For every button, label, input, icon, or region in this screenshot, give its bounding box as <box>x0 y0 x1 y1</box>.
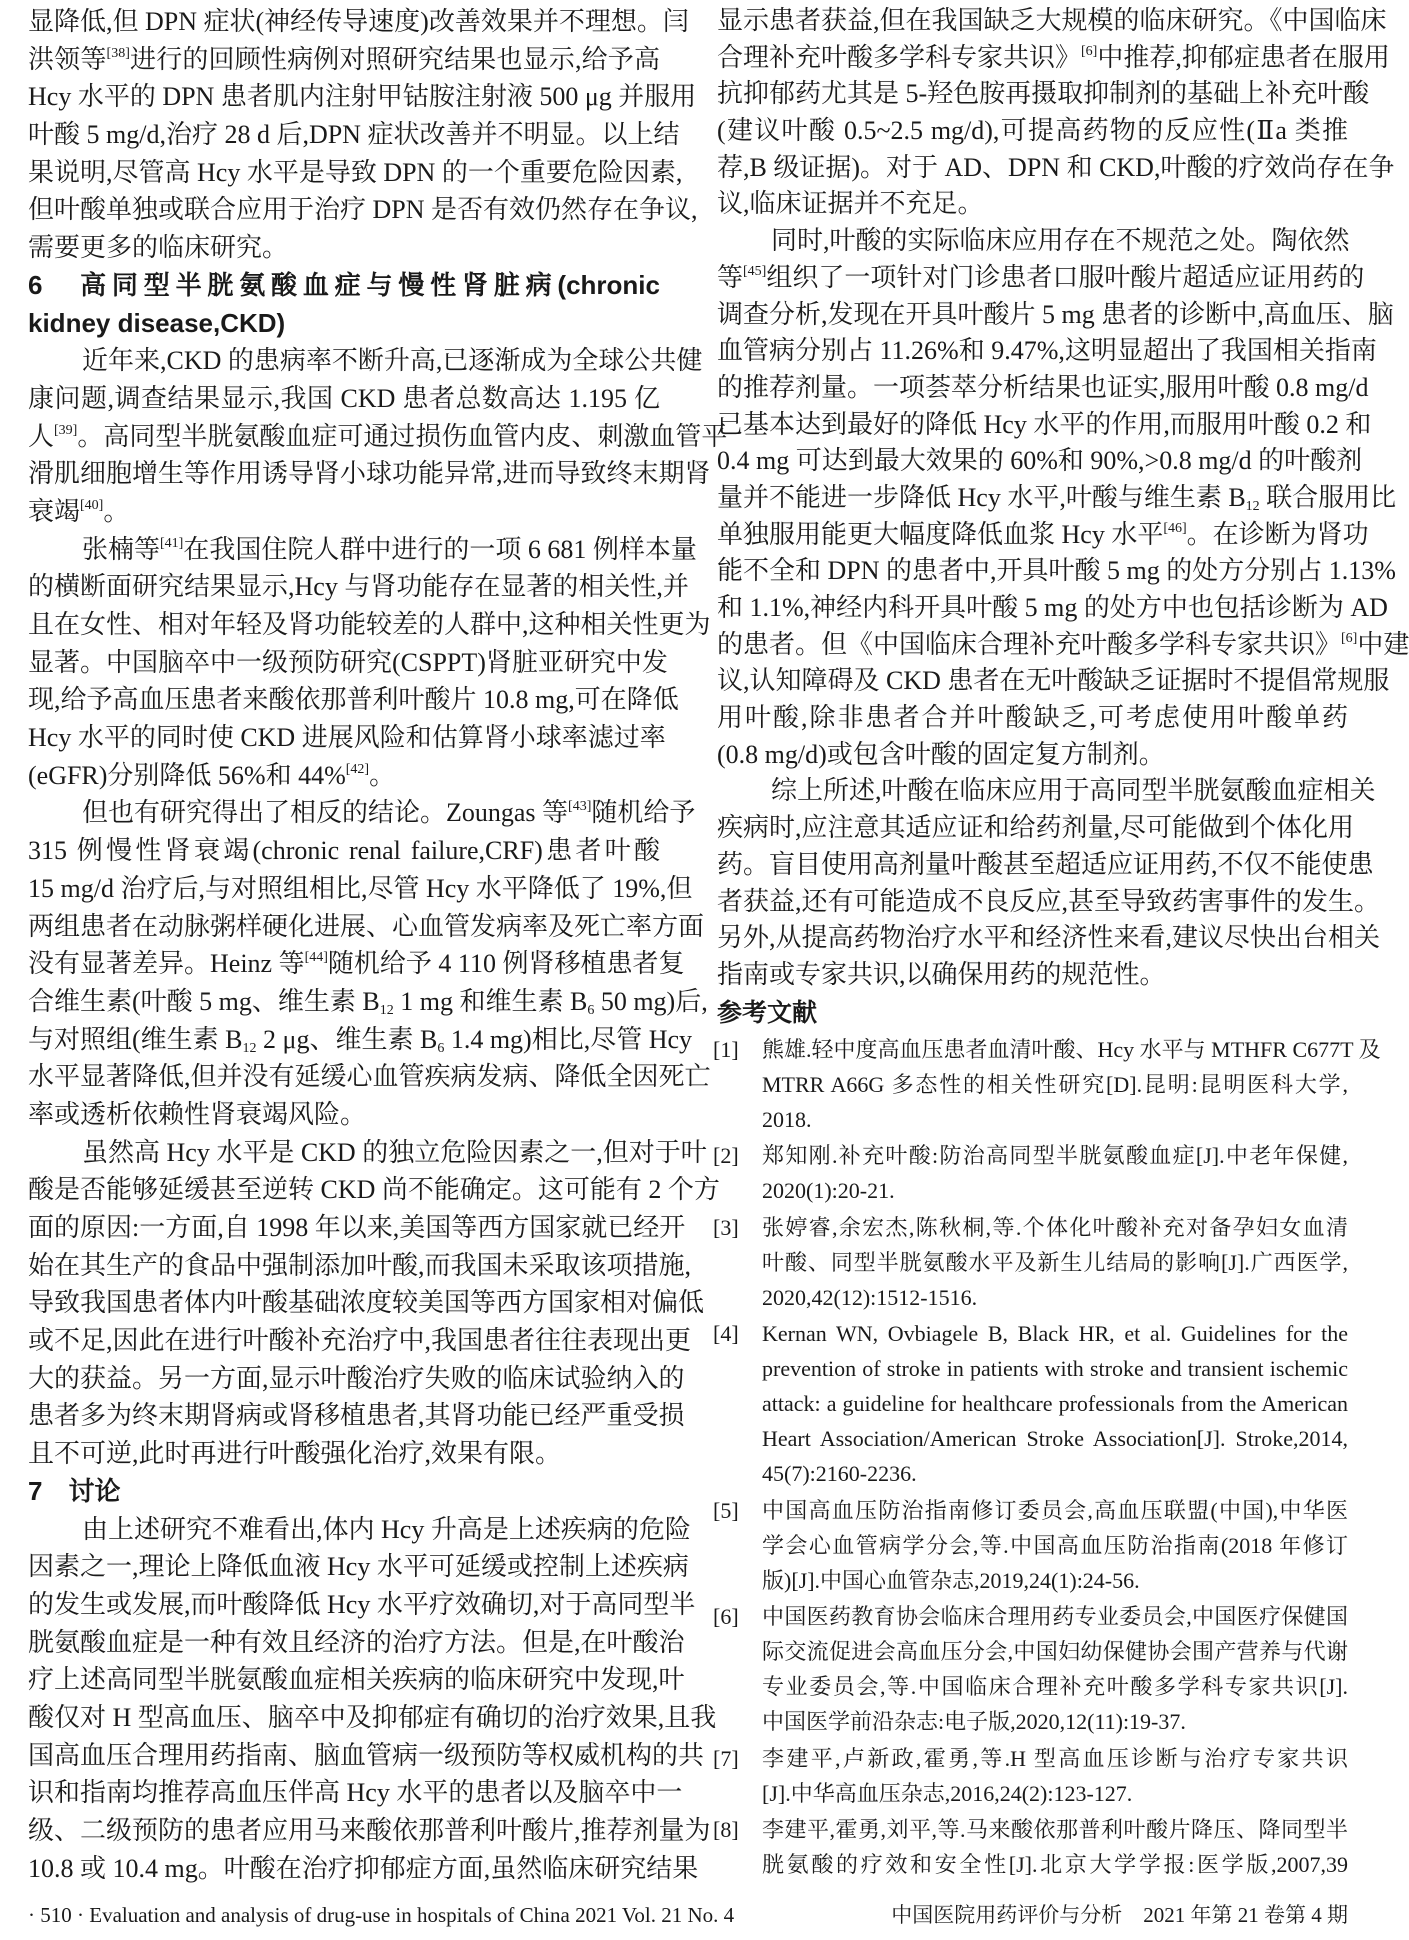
text-run: 。 <box>103 496 130 526</box>
citation-superscript: [41] <box>160 535 184 551</box>
text-run: 血管病分别占 11.26%和 9.47%,这明显超出了我国相关指南 <box>717 336 1377 366</box>
reference-line: 郑知刚.补充叶酸:防治高同型半胱氨酸血症[J].中老年保健, <box>762 1143 1348 1169</box>
text-run: 始在其生产的食品中强制添加叶酸,而我国未采取该项措施, <box>28 1250 692 1280</box>
text-line <box>28 1624 685 1662</box>
text-line <box>28 531 697 569</box>
text-run: 衰竭 <box>28 496 81 526</box>
text-line <box>28 1850 699 1888</box>
text-run: 。高同型半胱氨酸血症可通过损伤血管内皮、刺激血管平 <box>77 421 728 451</box>
text-line <box>28 493 660 531</box>
right-column <box>713 3 1409 1884</box>
text-run: 抗抑郁药尤其是 5-羟色胺再摄取抑制剂的基础上补充叶酸 <box>717 79 1370 109</box>
text-run: 7 讨论 <box>28 1475 121 1506</box>
text-run: 的推荐剂量。一项荟萃分析结果也证实,服用叶酸 0.8 mg/d <box>717 372 1369 402</box>
text-run: 由上述研究不难看出,体内 Hcy 升高是上述疾病的危险 <box>82 1514 691 1544</box>
text-run: 导致我国患者体内叶酸基础浓度较美国等西方国家相对偏低 <box>28 1288 705 1318</box>
text-line <box>717 773 1376 810</box>
text-run: 另外,从提高药物治疗水平和经济性来看,建议尽快出台相关 <box>717 923 1381 953</box>
text-run: 面的原因:一方面,自 1998 年以来,美国等西方国家就已经开 <box>28 1213 686 1242</box>
text-run: 进行的回顾性病例对照研究结果也显示,给予高 <box>129 44 660 74</box>
reference-line: 张婷睿,余宏杰,陈秋桐,等.个体化叶酸补充对备孕妇女血清 <box>762 1214 1348 1240</box>
text-line <box>28 1209 686 1247</box>
text-line <box>28 229 660 267</box>
text-run: 酸是否能够延缓甚至逆转 CKD 尚不能确定。这可能有 2 个方 <box>28 1175 720 1205</box>
text-line <box>717 700 1348 737</box>
text-run: 合理补充叶酸多学科专家共识》 <box>717 42 1082 72</box>
text-line <box>28 1699 717 1737</box>
text-run: (eGFR)分别降低 56%和 44% <box>28 760 346 790</box>
text-run: 但叶酸单独或联合应用于治疗 DPN 是否有效仍然存在争议, <box>28 195 698 225</box>
text-run: 识和指南均推荐高血压伴高 Hcy 水平的患者以及脑卒中一 <box>28 1778 683 1808</box>
reference-number: [6] <box>713 1604 739 1630</box>
reference-line: 李建平,卢新政,霍勇,等.H 型高血压诊断与治疗专家共识 <box>762 1745 1348 1771</box>
reference-line: Heart Association/American Stroke Association[J]. Stroke,2014, <box>762 1426 1348 1452</box>
text-run: 叶酸 5 mg/d,治疗 28 d 后,DPN 症状改善并不明显。以上结 <box>28 120 680 150</box>
text-line <box>717 553 1396 590</box>
footer-journal-english: · 510 · Evaluation and analysis of drug-use in hospitals of China 2021 Vol. 21 No. 4 <box>28 1903 735 1927</box>
citation-superscript: [43] <box>568 799 592 815</box>
text-run: 15 mg/d 治疗后,与对照组相比,尽管 Hcy 水平降低了 19%,但 <box>28 873 693 903</box>
text-run: 且在女性、相对年轻及肾功能较差的人群中,这种相关性更为 <box>28 610 711 639</box>
text-run: 现,给予高血压患者来酸依那普利叶酸片 10.8 mg,可在降低 <box>28 685 679 715</box>
text-run: 1.4 mg)相比,尽管 Hcy <box>444 1024 693 1054</box>
text-line <box>28 342 703 380</box>
text-line <box>28 681 679 719</box>
text-run: 2 μg、维生素 B <box>256 1024 438 1054</box>
subscript: 12 <box>1245 498 1260 514</box>
text-line <box>717 186 1348 223</box>
text-run: 胱氨酸血症是一种有效且经济的治疗方法。但是,在叶酸治 <box>28 1627 685 1657</box>
text-run: 荐,B 级证据)。对于 AD、DPN 和 CKD,叶酸的疗效尚存在争 <box>717 152 1395 182</box>
subscript: 6 <box>587 1002 595 1018</box>
text-run: 需要更多的临床研究。 <box>28 233 289 263</box>
text-line <box>28 1058 711 1096</box>
text-line <box>717 150 1395 187</box>
text-run: 两组患者在动脉粥样硬化进展、心血管发病率及死亡率方面 <box>28 911 705 941</box>
text-line <box>717 260 1365 297</box>
paragraph <box>717 773 1381 993</box>
reference-item <box>713 1812 1348 1882</box>
reference-line: attack: a guideline for healthcare professionals from the American <box>762 1391 1348 1417</box>
text-run: 的患者。但《中国临床合理补充叶酸多学科专家共识》 <box>717 629 1342 659</box>
text-line <box>28 1435 660 1473</box>
paragraph <box>28 1511 717 1888</box>
text-run: 果说明,尽管高 Hcy 水平是导致 DPN 的一个重要危险因素, <box>28 157 683 187</box>
reference-line: 学会心血管病学分会,等.中国高血压防治指南(2018 年修订 <box>762 1532 1348 1558</box>
page-footer <box>28 1898 1348 1932</box>
text-run: (0.8 mg/d)或包含叶酸的固定复方制剂。 <box>717 739 1165 769</box>
subscript: 12 <box>379 1002 394 1018</box>
text-run: 用叶酸,除非患者合并叶酸缺乏,可考虑使用叶酸单药 <box>717 703 1348 733</box>
reference-number: [3] <box>713 1214 739 1240</box>
text-run: 联合服用比 <box>1259 482 1397 512</box>
text-line <box>28 418 728 456</box>
citation-superscript: [6] <box>1081 43 1098 59</box>
paragraph <box>28 342 728 530</box>
reference-line: 李建平,霍勇,刘平,等.马来酸依那普利叶酸片降压、降同型半 <box>762 1817 1348 1843</box>
text-run: 的发生或发展,而叶酸降低 Hcy 水平疗效确切,对于高同型半 <box>28 1589 696 1619</box>
reference-line: 2020,42(12):1512-1516. <box>762 1284 978 1310</box>
text-run: 人 <box>28 421 55 451</box>
reference-item <box>713 1032 1381 1137</box>
reference-item <box>713 1210 1348 1315</box>
text-run: 。在诊断为肾功 <box>1186 519 1369 549</box>
reference-number: [8] <box>713 1817 739 1843</box>
text-line <box>28 1473 660 1511</box>
text-run: 315 例慢性肾衰竭(chronic renal failure,CRF)患者叶酸 <box>28 836 660 866</box>
text-line <box>28 116 680 154</box>
text-run: 与对照组(维生素 B <box>28 1024 243 1054</box>
text-line <box>28 1511 691 1549</box>
text-run: 在我国住院人群中进行的一项 6 681 例样本量 <box>183 534 697 564</box>
text-line <box>717 480 1397 517</box>
reference-line: 叶酸、同型半胱氨酸水平及新生儿结局的影响[J].广西医学, <box>762 1249 1348 1275</box>
paragraph <box>28 794 711 1133</box>
citation-superscript: [44] <box>304 950 328 966</box>
text-run: 随机给予 <box>591 798 696 828</box>
text-run: (建议叶酸 0.5~2.5 mg/d),可提高药物的反应性(Ⅱa 类推 <box>717 116 1348 146</box>
text-line <box>28 455 711 493</box>
text-line <box>28 757 660 795</box>
text-line <box>28 1021 693 1059</box>
text-run: 因素之一,理论上降低血液 Hcy 水平可延缓或控制上述疾病 <box>28 1552 689 1582</box>
text-line <box>717 443 1363 480</box>
text-run: 显著。中国脑卒中一级预防研究(CSPPT)肾脏亚研究中发 <box>28 647 668 677</box>
reference-item <box>713 1138 1348 1208</box>
text-line <box>28 983 708 1021</box>
text-line <box>717 370 1369 407</box>
text-line <box>28 267 660 305</box>
text-line <box>28 1284 705 1322</box>
text-line <box>717 517 1369 554</box>
text-run: 或不足,因此在进行叶酸补充治疗中,我国患者往往表现出更 <box>28 1326 692 1356</box>
text-run: 0.4 mg 可达到最大效果的 60%和 90%,>0.8 mg/d 的叶酸剂 <box>717 446 1363 476</box>
text-run: 显示患者获益,但在我国缺乏大规模的临床研究。《中国临床 <box>717 6 1387 35</box>
text-line <box>28 154 683 192</box>
text-line <box>28 3 689 41</box>
reference-item <box>713 1741 1348 1811</box>
text-line <box>28 870 693 908</box>
citation-superscript: [40] <box>80 497 104 513</box>
citation-superscript: [42] <box>345 761 370 777</box>
text-line <box>717 847 1374 884</box>
footer-journal-chinese: 中国医院用药评价与分析 2021 年第 21 卷第 4 期 <box>891 1903 1348 1927</box>
text-run: 药。盲目使用高剂量叶酸甚至超适应证用药,不仅不能使患 <box>717 849 1374 879</box>
text-run: 疗上述高同型半胱氨酸血症相关疾病的临床研究中发现,叶 <box>28 1665 685 1695</box>
text-line <box>717 76 1370 113</box>
text-line <box>28 1171 720 1209</box>
reference-line: 专业委员会,等.中国临床合理补充叶酸多学科专家共识[J]. <box>762 1674 1348 1700</box>
text-run: 组织了一项针对门诊患者口服叶酸片超适应证用药的 <box>766 262 1365 292</box>
paragraph <box>28 3 698 267</box>
text-line <box>28 945 685 983</box>
text-line <box>28 1134 707 1172</box>
text-run: 滑肌细胞增生等作用诱导肾小球功能异常,进而导致终末期肾 <box>28 459 711 489</box>
reference-line: 版)[J].中国心血管杂志,2019,24(1):24-56. <box>762 1567 1140 1593</box>
text-run: 随机给予 4 110 例肾移植患者复 <box>327 949 685 979</box>
subscript: 12 <box>242 1040 257 1056</box>
reference-number: [7] <box>713 1745 739 1771</box>
text-line <box>28 380 660 418</box>
text-run: 合维生素(叶酸 5 mg、维生素 B <box>28 986 380 1016</box>
text-run: 率或透析依赖性肾衰竭风险。 <box>28 1099 367 1129</box>
paragraph <box>28 1134 720 1473</box>
section-heading <box>28 1473 660 1511</box>
subscript: 6 <box>437 1040 445 1056</box>
text-run: 的横断面研究结果显示,Hcy 与肾功能存在显著的相关性,并 <box>28 572 689 602</box>
paragraph <box>28 531 711 795</box>
citation-superscript: [45] <box>743 263 767 279</box>
text-line <box>28 1397 685 1435</box>
text-line <box>28 305 660 343</box>
text-run: 能不全和 DPN 的患者中,开具叶酸 5 mg 的处方分别占 1.13% <box>717 556 1396 586</box>
text-run: 1 mg 和维生素 B <box>393 986 588 1016</box>
text-run: 级、二级预防的患者应用马来酸依那普利叶酸片,推荐剂量为 <box>28 1816 711 1845</box>
text-line <box>28 1812 711 1850</box>
text-run: 水平显著降低,但并没有延缓心血管疾病发病、降低全因死亡 <box>28 1062 711 1092</box>
reference-number: [4] <box>713 1321 739 1347</box>
reference-line: [J].中华高血压杂志,2016,24(2):123-127. <box>762 1780 1133 1806</box>
text-run: 调查分析,发现在开具叶酸片 5 mg 患者的诊断中,高血压、脑 <box>717 299 1394 329</box>
text-line <box>717 40 1390 77</box>
text-line <box>717 223 1348 260</box>
text-run: 且不可逆,此时再进行叶酸强化治疗,效果有限。 <box>28 1439 562 1469</box>
text-run: 。 <box>369 760 396 790</box>
text-line <box>717 884 1381 921</box>
text-line <box>717 957 1348 994</box>
text-line <box>717 297 1394 334</box>
text-run: 者获益,还有可能造成不良反应,甚至导致药害事件的发生。 <box>717 886 1381 916</box>
section-heading <box>28 267 660 342</box>
text-run: 患者多为终末期肾病或肾移植患者,其肾功能已经严重受损 <box>28 1401 685 1431</box>
text-line <box>28 1360 685 1398</box>
reference-line: 2018. <box>762 1106 812 1132</box>
reference-line: Kernan WN, Ovbiagele B, Black HR, et al. Guidelines for the <box>762 1321 1348 1347</box>
citation-superscript: [6] <box>1341 630 1358 646</box>
text-line <box>717 3 1387 40</box>
reference-line: 2020(1):20-21. <box>762 1178 895 1204</box>
reference-line: 际交流促进会高血压分会,中国妇幼保健协会围产营养与代谢 <box>762 1639 1348 1665</box>
references-heading: 参考文献 <box>717 998 818 1027</box>
reference-line: 45(7):2160-2236. <box>762 1461 917 1487</box>
text-run: 中推荐,抑郁症患者在服用 <box>1097 42 1390 72</box>
text-line <box>28 1661 685 1699</box>
text-run: 洪领等 <box>28 44 107 74</box>
text-run: 近年来,CKD 的患病率不断升高,已逐渐成为全球公共健 <box>82 346 703 376</box>
text-run: 等 <box>717 262 744 292</box>
text-run: 10.8 或 10.4 mg。叶酸在治疗抑郁症方面,虽然临床研究结果 <box>28 1853 699 1883</box>
reference-line: 熊雄.轻中度高血压患者血清叶酸、Hcy 水平与 MTHFR C677T 及 <box>762 1036 1381 1062</box>
text-run: 国高血压合理用药指南、脑血管病一级预防等权威机构的共 <box>28 1740 705 1770</box>
reference-line: 中国医药教育协会临床合理用药专业委员会,中国医疗保健国 <box>762 1604 1348 1630</box>
text-line <box>28 568 689 606</box>
reference-number: [5] <box>713 1497 739 1523</box>
text-run: 但也有研究得出了相反的结论。Zoungas 等 <box>82 798 569 828</box>
text-run: 中建 <box>1357 629 1409 659</box>
text-line <box>717 113 1348 150</box>
text-run: 50 mg)后, <box>594 986 708 1016</box>
reference-number: [1] <box>713 1036 739 1062</box>
text-run: Hcy 水平的 DPN 患者肌内注射甲钴胺注射液 500 μg 并服用 <box>28 82 697 112</box>
reference-number: [2] <box>713 1143 739 1169</box>
text-line <box>28 78 697 116</box>
text-run: 6 高同型半胱氨酸血症与慢性肾脏病(chronic <box>28 269 660 300</box>
text-run: 康问题,调查结果显示,我国 CKD 患者总数高达 1.195 亿 <box>28 383 660 413</box>
text-line <box>717 920 1381 957</box>
text-line <box>717 737 1348 774</box>
text-run: 没有显著差异。Heinz 等 <box>28 949 305 979</box>
text-line <box>28 1322 692 1360</box>
text-run: 综上所述,叶酸在临床应用于高同型半胱氨酸血症相关 <box>771 776 1376 806</box>
text-run: 虽然高 Hcy 水平是 CKD 的独立危险因素之一,但对于叶 <box>82 1137 707 1167</box>
reference-item <box>713 1493 1348 1598</box>
reference-line: 胱氨酸的疗效和安全性[J].北京大学学报:医学版,2007,39 <box>762 1852 1348 1878</box>
reference-item <box>713 1599 1348 1739</box>
text-run: 大的获益。另一方面,显示叶酸治疗失败的临床试验纳入的 <box>28 1363 685 1393</box>
text-run: 张楠等 <box>82 534 161 564</box>
text-run: 单独服用能更大幅度降低血浆 Hcy 水平 <box>717 519 1164 549</box>
text-run: 显降低,但 DPN 症状(神经传导速度)改善效果并不理想。闫 <box>28 7 689 36</box>
reference-line: prevention of stroke in patients with stroke and transient ischemic <box>762 1356 1348 1382</box>
right-column-body <box>717 3 1409 994</box>
text-line <box>28 1586 696 1624</box>
text-line <box>28 1247 692 1285</box>
text-line <box>28 606 711 644</box>
text-run: 疾病时,应注意其适应证和给药剂量,尽可能做到个体化用 <box>717 813 1355 843</box>
paragraph <box>717 223 1409 773</box>
text-run: kidney disease,CKD) <box>28 307 286 338</box>
text-run: 已基本达到最好的降低 Hcy 水平的作用,而服用叶酸 0.2 和 <box>717 409 1372 439</box>
text-line <box>28 794 696 832</box>
references-list <box>713 1032 1381 1883</box>
text-line <box>717 627 1409 664</box>
text-run: 和 1.1%,神经内科开具叶酸 5 mg 的处方中也包括诊断为 AD <box>717 593 1388 622</box>
text-line <box>717 333 1377 370</box>
text-run: 酸仅对 H 型高血压、脑卒中及抑郁症有确切的治疗效果,且我 <box>28 1702 717 1732</box>
text-run: 议,认知障碍及 CKD 患者在无叶酸缺乏证据时不提倡常规服 <box>717 666 1390 696</box>
text-line <box>28 832 660 870</box>
text-line <box>28 1737 705 1775</box>
text-line <box>28 644 668 682</box>
text-line <box>717 663 1390 700</box>
text-line <box>717 407 1372 444</box>
reference-item <box>713 1316 1348 1491</box>
text-line <box>28 191 698 229</box>
text-run: Hcy 水平的同时使 CKD 进展风险和估算肾小球率滤过率 <box>28 723 666 753</box>
text-run: 议,临床证据并不充足。 <box>717 189 984 219</box>
text-line <box>28 719 666 757</box>
text-run: 同时,叶酸的实际临床应用存在不规范之处。陶依然 <box>771 226 1350 256</box>
citation-superscript: [46] <box>1163 520 1187 536</box>
reference-line: 中国医学前沿杂志:电子版,2020,12(11):19-37. <box>762 1709 1186 1735</box>
text-line <box>28 41 660 79</box>
reference-line: MTRR A66G 多态性的相关性研究[D].昆明:昆明医科大学, <box>762 1071 1348 1097</box>
citation-superscript: [39] <box>54 422 78 438</box>
text-line <box>717 590 1388 627</box>
text-line <box>28 908 705 946</box>
left-column <box>28 3 728 1887</box>
text-line <box>717 810 1355 847</box>
paragraph <box>717 3 1395 223</box>
text-line <box>28 1096 660 1134</box>
citation-superscript: [38] <box>106 45 130 61</box>
text-line <box>28 1774 683 1812</box>
text-line <box>28 1548 689 1586</box>
text-run: 指南或专家共识,以确保用药的规范性。 <box>717 959 1166 989</box>
reference-line: 中国高血压防治指南修订委员会,高血压联盟(中国),中华医 <box>762 1497 1348 1523</box>
text-run: 量并不能进一步降低 Hcy 水平,叶酸与维生素 B <box>717 482 1246 512</box>
